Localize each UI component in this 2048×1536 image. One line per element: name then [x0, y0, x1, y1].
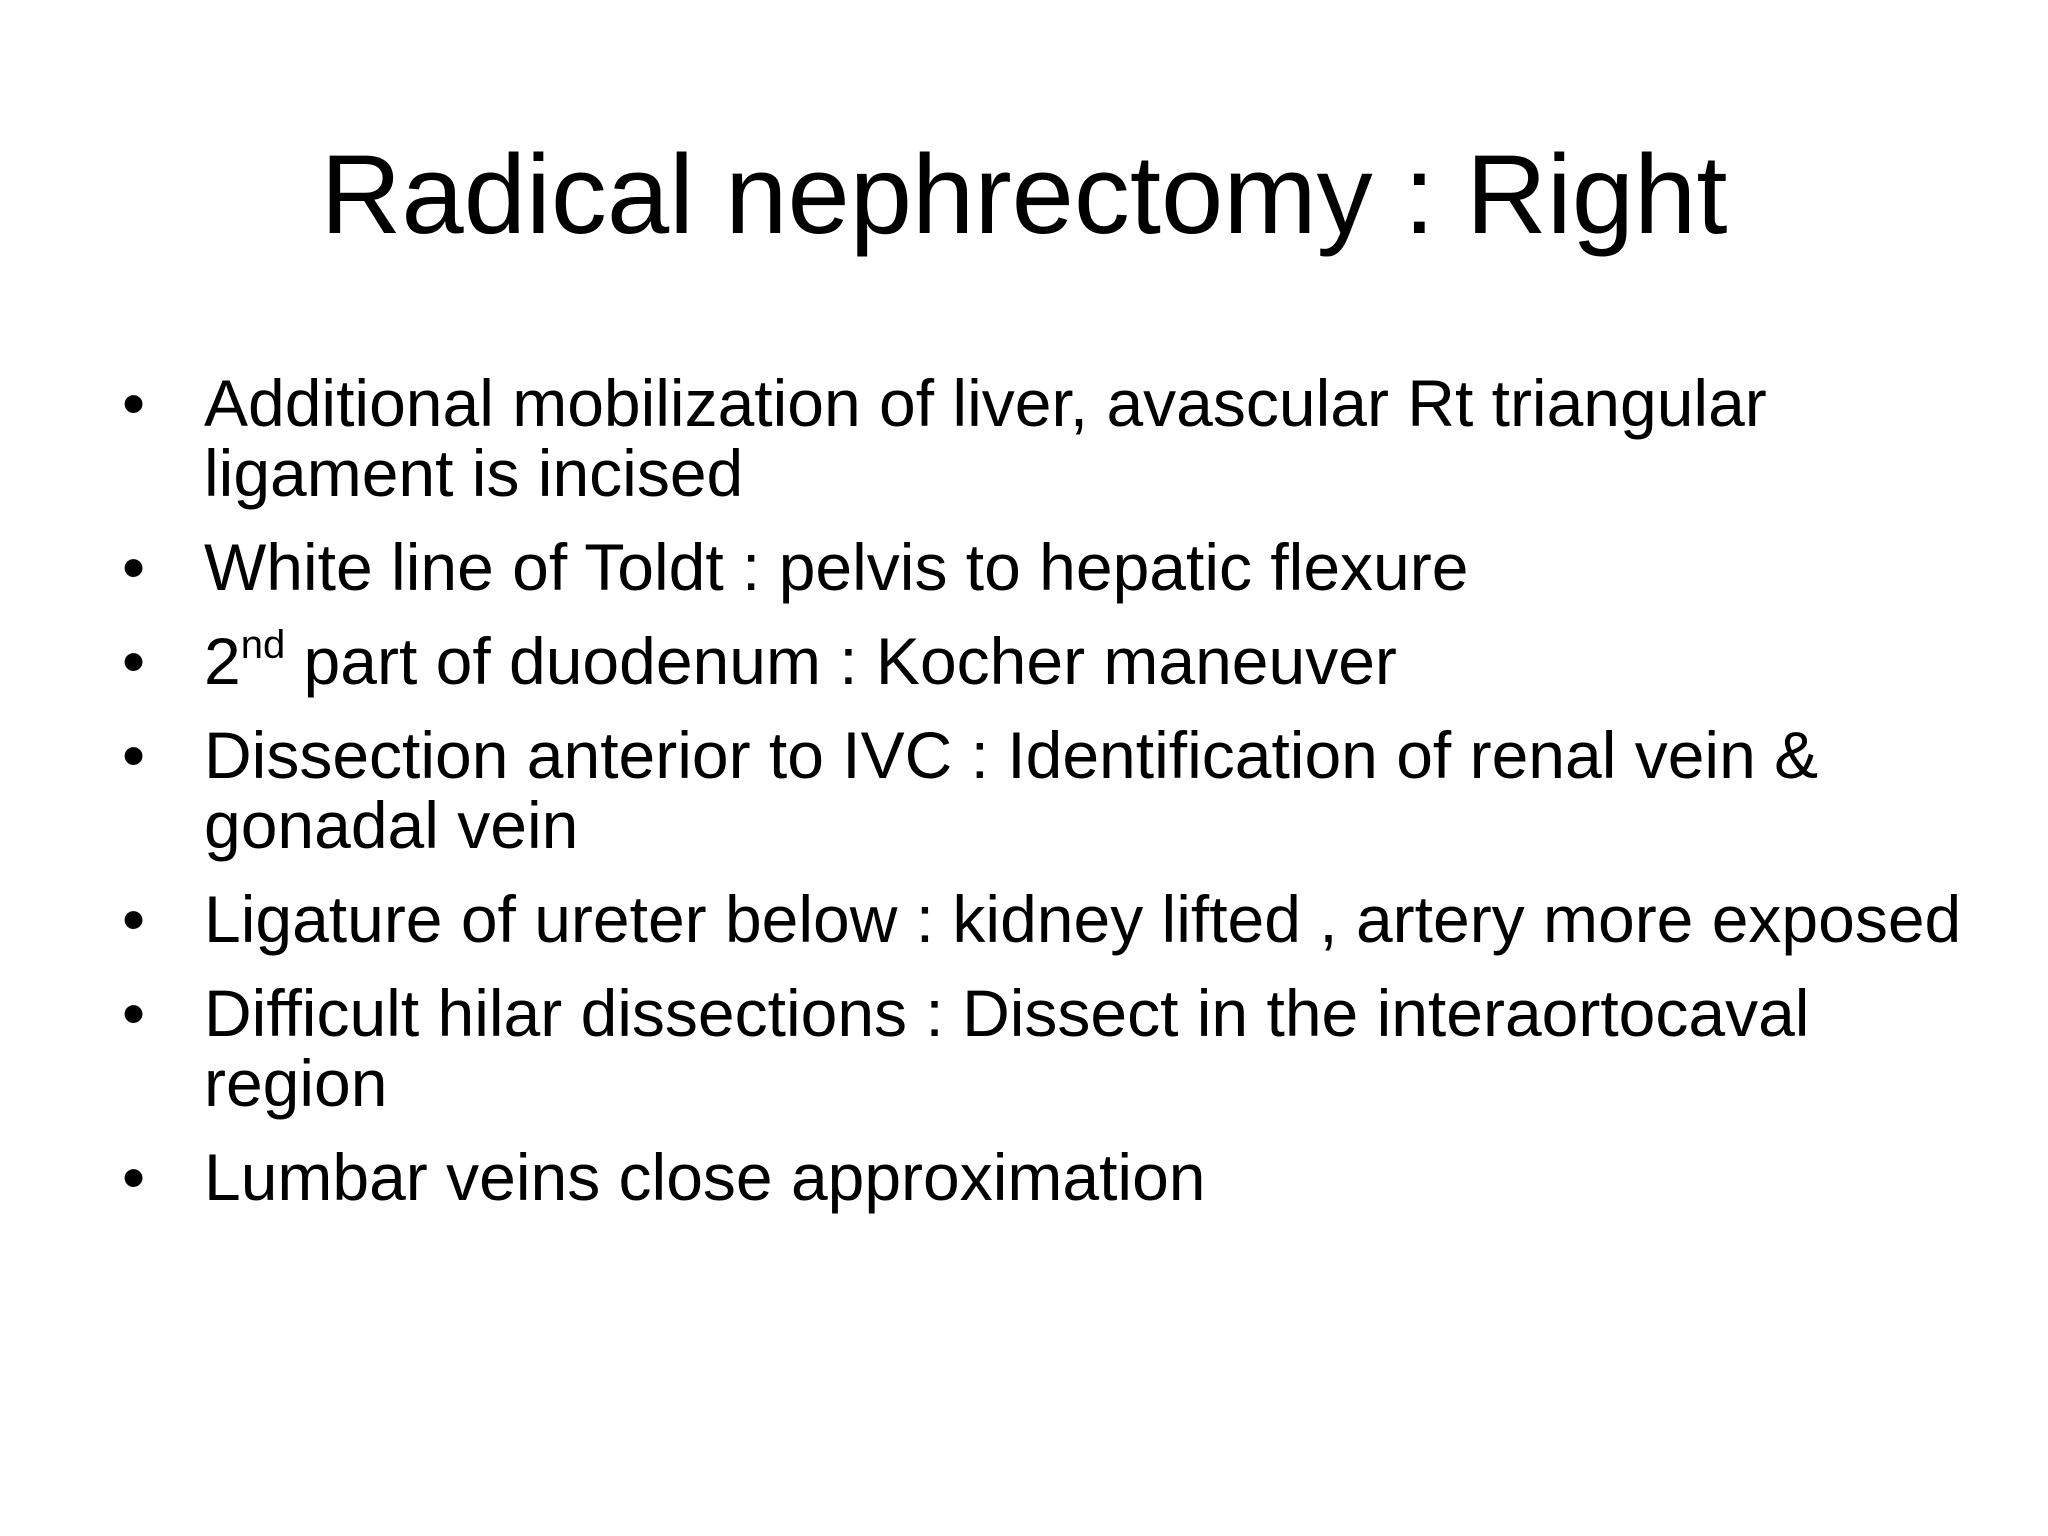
bullet-text: Difficult hilar dissections : Dissect in the interaortocaval region: [204, 976, 1810, 1120]
ordinal-superscript: nd: [240, 623, 286, 667]
bullet-text: Ligature of ureter below : kidney lifted , artery more exposed: [204, 882, 1962, 956]
bullet-item: [120, 368, 1980, 508]
bullet-item: [120, 884, 1980, 954]
bullet-icon: •: [122, 882, 146, 956]
bullet-text-rest: part of duodenum : Kocher maneuver: [285, 624, 1397, 698]
bullet-text: Dissection anterior to IVC : Identification of renal vein & gonadal vein: [204, 718, 1819, 862]
bullet-item: [120, 623, 1980, 698]
bullet-icon: •: [122, 624, 146, 698]
bullet-text: Additional mobilization of liver, avascular Rt triangular ligament is incised: [204, 366, 1767, 510]
bullet-icon: •: [122, 530, 146, 604]
bullet-item: [120, 978, 1980, 1118]
bullet-icon: •: [122, 976, 146, 1050]
bullet-text: Lumbar veins close approximation: [204, 1140, 1206, 1214]
bullet-item: [120, 720, 1980, 860]
bullet-item: [120, 532, 1980, 602]
slide-title: Radical nephrectomy : Right: [320, 132, 1728, 257]
bullet-text: White line of Toldt : pelvis to hepatic flexure: [204, 530, 1469, 604]
bullet-item: [120, 1142, 1980, 1212]
bullet-text-number: 2: [204, 624, 241, 698]
bullet-list: [120, 368, 1980, 1236]
bullet-icon: •: [122, 366, 146, 440]
bullet-icon: •: [122, 718, 146, 792]
bullet-icon: •: [122, 1140, 146, 1214]
bullet-text: [204, 624, 1397, 698]
